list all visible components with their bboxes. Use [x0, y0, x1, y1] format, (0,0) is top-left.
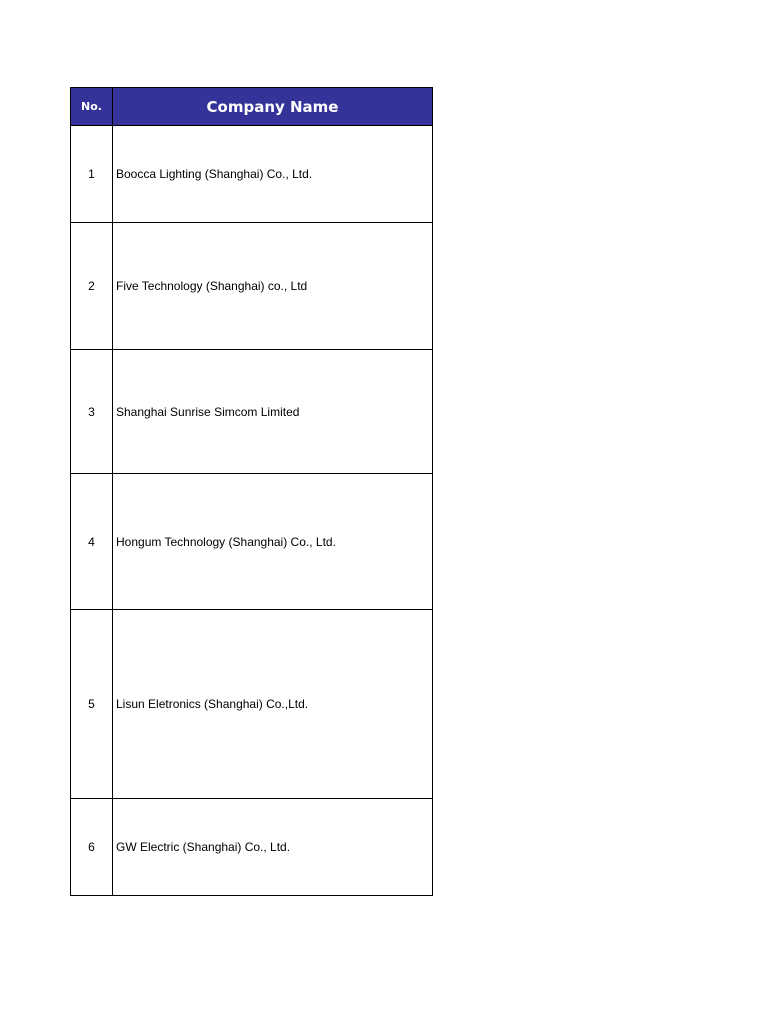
- company-name-cell: Five Technology (Shanghai) co., Ltd: [113, 223, 433, 350]
- row-number-cell: 6: [71, 799, 113, 896]
- table-row: [71, 799, 433, 896]
- table-row: [71, 474, 433, 610]
- table-body: [71, 126, 433, 896]
- table-row: [71, 126, 433, 223]
- row-number-cell: 4: [71, 474, 113, 610]
- row-number-cell: 5: [71, 610, 113, 799]
- row-number-cell: 3: [71, 350, 113, 474]
- company-name-cell: Boocca Lighting (Shanghai) Co., Ltd.: [113, 126, 433, 223]
- company-table: [70, 87, 433, 896]
- company-name-cell: Shanghai Sunrise Simcom Limited: [113, 350, 433, 474]
- column-header-company-name: Company Name: [113, 88, 433, 126]
- column-header-no: No.: [71, 88, 113, 126]
- row-number-cell: 2: [71, 223, 113, 350]
- table-header: [71, 88, 433, 126]
- header-row: [71, 88, 433, 126]
- table-row: [71, 610, 433, 799]
- company-name-cell: Lisun Eletronics (Shanghai) Co.,Ltd.: [113, 610, 433, 799]
- table-row: [71, 223, 433, 350]
- company-name-cell: GW Electric (Shanghai) Co., Ltd.: [113, 799, 433, 896]
- row-number-cell: 1: [71, 126, 113, 223]
- table-row: [71, 350, 433, 474]
- company-name-cell: Hongum Technology (Shanghai) Co., Ltd.: [113, 474, 433, 610]
